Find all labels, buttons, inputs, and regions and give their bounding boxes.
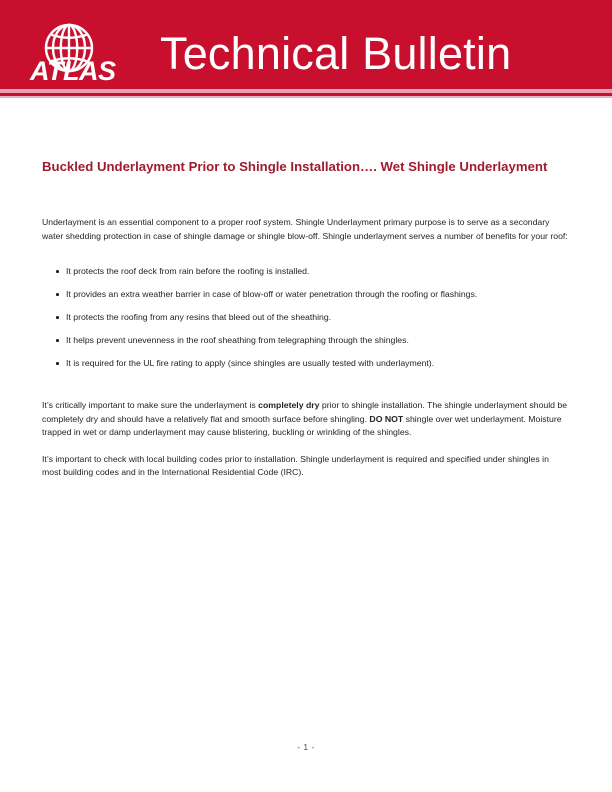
benefits-list <box>0 243 612 371</box>
page-number: - 1 - <box>297 742 315 752</box>
dry-underlayment-paragraph <box>0 380 612 440</box>
list-item: It is required for the UL fire rating to apply (since shingles are usually tested with underlayment). <box>42 357 570 371</box>
document-title: Buckled Underlayment Prior to Shingle Installation…. Wet Shingle Underlayment <box>42 159 548 174</box>
dry-text-part3: shingle over wet underlayment. Moisture trapped in wet or damp underlayment may cause blistering, buckling or wrinkling of the shingles. <box>42 413 562 437</box>
list-item: It helps prevent unevenness in the roof sheathing from telegraphing through the shingles. <box>42 334 570 348</box>
dry-emphasis-completely-dry: completely dry <box>258 400 320 410</box>
banner-title: Technical Bulletin <box>160 28 512 79</box>
dry-emphasis-do-not: DO NOT <box>369 413 404 424</box>
list-item: It provides an extra weather barrier in case of blow-off or water penetration through the roofing or flashings. <box>42 288 570 302</box>
list-item: It protects the roof deck from rain before the roofing is installed. <box>42 265 570 279</box>
building-codes-paragraph: It’s important to check with local building codes prior to installation. Shingle underlayment is required and specified under shingles in most building codes and in the International Residential Code (IRC). <box>42 453 549 477</box>
atlas-wordmark: ATLAS <box>30 56 116 84</box>
document-body <box>0 98 612 480</box>
list-item: It protects the roofing from any resins that bleed out of the sheathing. <box>42 311 570 325</box>
intro-paragraph: Underlayment is an essential component to a proper roof system. Shingle Underlayment primary purpose is to serve as a secondary water shedding protection in case of shingle damage or shingle blow-off. Shingle underlayment serves a number of benefits for your roof: <box>42 217 568 241</box>
dry-text-part1: It’s critically important to make sure the underlayment is <box>42 400 259 410</box>
dry-text-part2: prior to shingle installation. The shingle underlayment should be completely dry and should have a relatively flat and smooth surface before shingling. <box>42 400 568 424</box>
globe-icon <box>28 22 144 84</box>
atlas-logo <box>28 22 144 84</box>
page-header-banner <box>0 0 612 98</box>
